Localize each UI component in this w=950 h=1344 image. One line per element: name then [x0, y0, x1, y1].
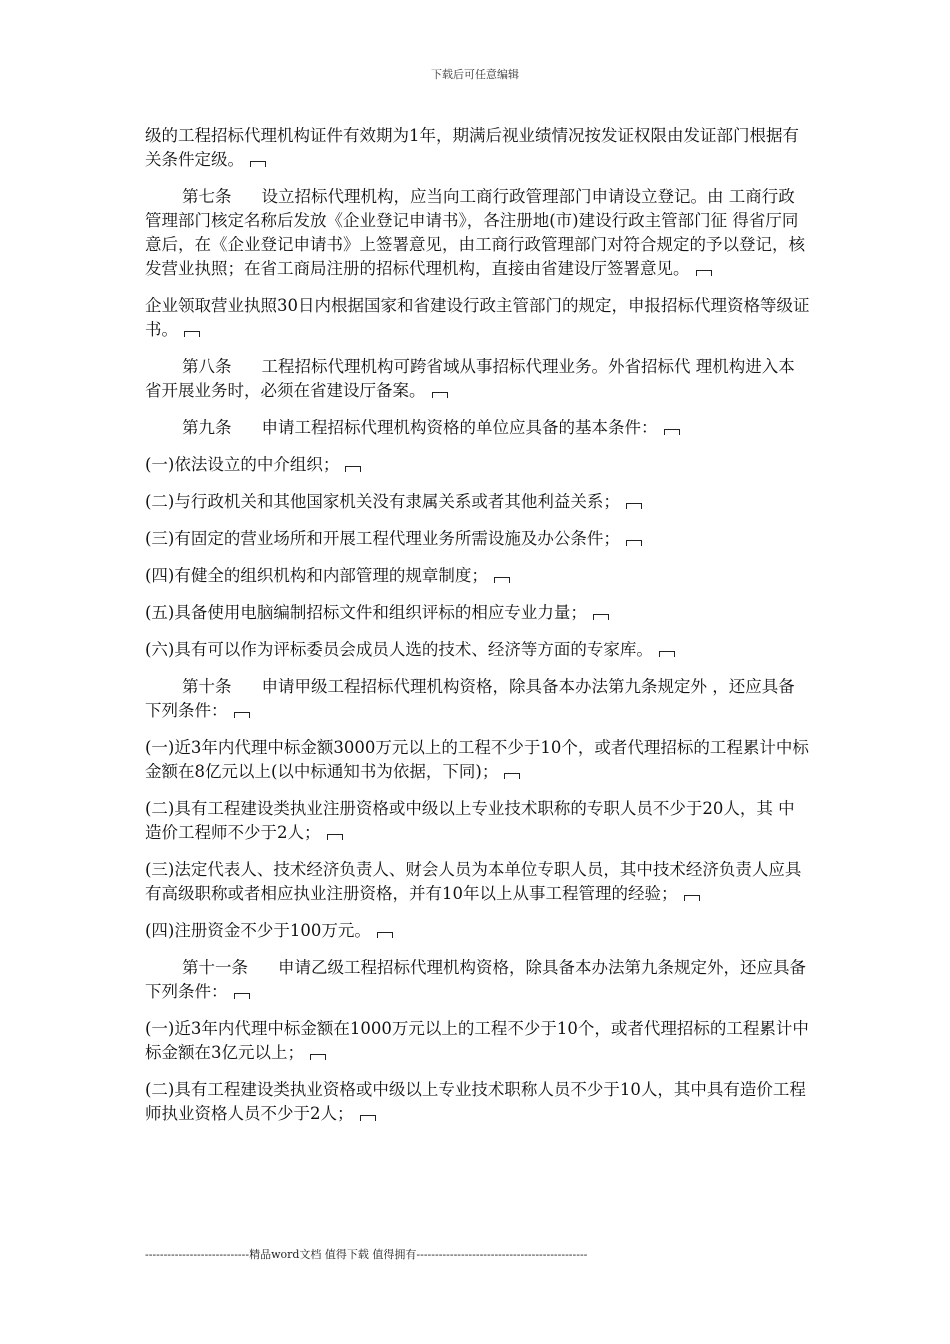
paragraph-mark-icon [593, 614, 609, 620]
paragraph-article-7 [145, 185, 810, 281]
paragraph-text: (四)有健全的组织机构和内部管理的规章制度； [145, 566, 488, 585]
paragraph-mark-icon [664, 429, 680, 435]
list-item [145, 919, 810, 943]
list-item [145, 453, 810, 477]
paragraph-text: (五)具备使用电脑编制招标文件和组织评标的相应专业力量； [145, 603, 587, 622]
paragraph-text: (一)依法设立的中介组织； [145, 455, 340, 474]
paragraph-mark-icon [184, 331, 200, 337]
paragraph-mark-icon [696, 270, 712, 276]
paragraph-text: 申请工程招标代理机构资格的单位应具备的基本条件： [261, 418, 658, 437]
paragraph [145, 294, 810, 342]
paragraph-mark-icon [250, 161, 266, 167]
paragraph-mark-icon [234, 712, 250, 718]
paragraph-mark-icon [626, 540, 642, 546]
paragraph-text: (四)注册资金不少于100万元。 [145, 921, 371, 940]
page-footer: ----------------------------精品word文档 值得下载 值得拥有---------------------------------------------- [145, 1248, 588, 1261]
list-item [145, 527, 810, 551]
article-number: 第七条 [182, 187, 232, 206]
paragraph-mark-icon [684, 895, 700, 901]
paragraph-text: 设立招标代理机构，应当向工商行政管理部门申请设立登记。由 工商行政管理部门核定名称后发放《企业登记申请书》，各注册地(市)建设行政主管部门征 得省厅同意后，在《企业登记申请书》上签署意见，由工商行政管理部门对符合规定的予以登记，核发营业执照；在省工商局注册的招标代理机构，直接由省建设厅签署意见。 [145, 187, 805, 278]
paragraph-mark-icon [494, 577, 510, 583]
article-number: 第十条 [182, 677, 232, 696]
paragraph-article-11 [145, 956, 810, 1004]
list-item [145, 601, 810, 625]
document-body [145, 124, 810, 1139]
paragraph-mark-icon [310, 1054, 326, 1060]
paragraph-mark-icon [360, 1115, 376, 1121]
list-item [145, 638, 810, 662]
paragraph-text: 申请甲级工程招标代理机构资格，除具备本办法第九条规定外 ，还应具备下列条件： [145, 677, 795, 720]
paragraph-text: (二)具有工程建设类执业资格或中级以上专业技术职称人员不少于10人，其中具有造价工程 师执业资格人员不少于2人； [145, 1080, 806, 1123]
list-item [145, 1078, 810, 1126]
list-item [145, 490, 810, 514]
article-number: 第八条 [182, 357, 232, 376]
paragraph-text: 工程招标代理机构可跨省域从事招标代理业务。外省招标代 理机构进入本省开展业务时，必须在省建设厅备案。 [145, 357, 795, 400]
paragraph-article-10 [145, 675, 810, 723]
paragraph-text: (二)具有工程建设类执业注册资格或中级以上专业技术职称的专职人员不少于20人，其 中造价工程师不少于2人； [145, 799, 795, 842]
paragraph-mark-icon [327, 834, 343, 840]
article-number: 第十一条 [182, 958, 248, 977]
paragraph-text: (一)近3年内代理中标金额3000万元以上的工程不少于10个，或者代理招标的工程累计中标 金额在8亿元以上(以中标通知书为依据，下同)； [145, 738, 809, 781]
paragraph-text: (一)近3年内代理中标金额在1000万元以上的工程不少于10个，或者代理招标的工程累计中 标金额在3亿元以上； [145, 1019, 809, 1062]
paragraph-article-9 [145, 416, 810, 440]
list-item [145, 797, 810, 845]
paragraph-text: 级的工程招标代理机构证件有效期为1年，期满后视业绩情况按发证权限由发证部门根据有关条件定级。 [145, 126, 799, 169]
paragraph-text: 企业领取营业执照30日内根据国家和省建设行政主管部门的规定，申报招标代理资格等级证 书。 [145, 296, 810, 339]
paragraph-mark-icon [659, 651, 675, 657]
page-header: 下载后可任意编辑 [431, 68, 519, 81]
paragraph [145, 124, 810, 172]
paragraph-mark-icon [345, 466, 361, 472]
paragraph-mark-icon [504, 773, 520, 779]
paragraph-mark-icon [234, 993, 250, 999]
list-item [145, 736, 810, 784]
paragraph-mark-icon [377, 932, 393, 938]
paragraph-text: (二)与行政机关和其他国家机关没有隶属关系或者其他利益关系； [145, 492, 620, 511]
paragraph-text: (六)具有可以作为评标委员会成员人选的技术、经济等方面的专家库。 [145, 640, 653, 659]
paragraph-text: (三)法定代表人、技术经济负责人、财会人员为本单位专职人员，其中技术经济负责人应具有高级职称或者相应执业注册资格，并有10年以上从事工程管理的经验； [145, 860, 802, 903]
paragraph-text: (三)有固定的营业场所和开展工程代理业务所需设施及办公条件； [145, 529, 620, 548]
list-item [145, 564, 810, 588]
list-item [145, 858, 810, 906]
list-item [145, 1017, 810, 1065]
article-number: 第九条 [182, 418, 232, 437]
paragraph-mark-icon [432, 392, 448, 398]
paragraph-text: 申请乙级工程招标代理机构资格，除具备本办法第九条规定外，还应具备下列条件： [145, 958, 806, 1001]
paragraph-article-8 [145, 355, 810, 403]
paragraph-mark-icon [626, 503, 642, 509]
